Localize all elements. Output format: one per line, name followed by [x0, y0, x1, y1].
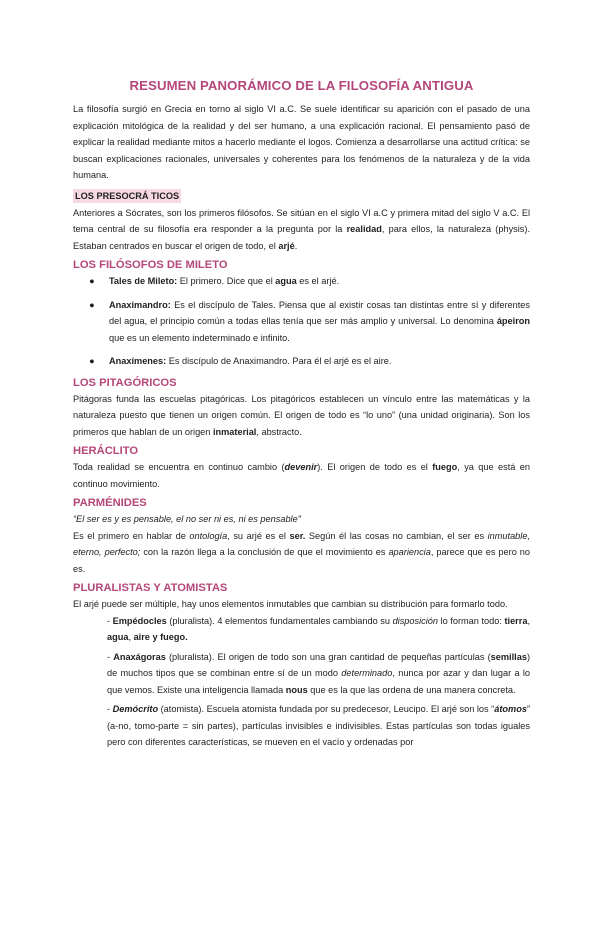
list-item-anaximenes: ● Anaxímenes: Es discípulo de Anaximandro. Para él el arjé es el aire.	[73, 353, 530, 370]
document-page	[0, 78, 600, 926]
heading-presocraticos: LOS PRESOCRÁ TICOS	[75, 190, 180, 201]
pluralistas-intro: El arjé puede ser múltiple, hay unos elementos inmutables que cambian su distribución para formarlo todo.	[73, 599, 508, 609]
presocraticos-paragraph: Anteriores a Sócrates, son los primeros filósofos. Se sitúan en el siglo VI a.C y primera mitad del siglo V a.C. El tema central de su filosofía era responder a la pregunta por la realidad, para ellos, la naturaleza (physis). Estaban centrados en buscar el origen de todo, el arjé.	[73, 207, 531, 251]
parmenides-quote: “El ser es y es pensable, el no ser ni es, ni es pensable”	[73, 514, 301, 524]
list-item-anaxagoras: - Anaxágoras (pluralista). El origen de todo son una gran cantidad de pequeñas partículas (semillas) de muchos tipos que se combinan entre sí de un modo determinado, nunca por azar y dan lugar a lo que vemos. Existe una inteligencia llamada nous que es la que las ordena de una manera concreta.	[107, 651, 530, 695]
page-title: RESUMEN PANORÁMICO DE LA FILOSOFÍA ANTIGUA	[129, 78, 474, 93]
heading-pluralistas: PLURALISTAS Y ATOMISTAS	[73, 582, 228, 594]
parmenides-paragraph: Es el primero en hablar de ontología, su arjé es el ser. Según él las cosas no cambian, el ser es inmutable, eterno, perfecto; con la razón llega a la conclusión de que el movimiento es apariencia, parece que es pero no es.	[73, 530, 531, 574]
heading-parmenides: PARMÉNIDES	[73, 497, 147, 509]
heading-heraclito: HERÁCLITO	[73, 445, 139, 457]
heading-pitagoricos: LOS PITAGÓRICOS	[73, 376, 177, 389]
list-item-tales: ● Tales de Mileto: El primero. Dice que el agua es el arjé.	[73, 273, 530, 290]
bullet-icon: ●	[89, 276, 95, 286]
list-item-empedocles: - Empédocles (pluralista). 4 elementos fundamentales cambiando su disposición lo forman todo: tierra, agua, aire y fuego.	[107, 615, 530, 642]
pitagoricos-paragraph: Pitágoras funda las escuelas pitagóricas. Los pitagóricos establecen un vínculo entre las matemáticas y la naturaleza puesto que tienen un origen común. El origen de todo es “lo uno” (una unidad originaria). Son los primeros que hablan de un origen inmaterial, abstracto.	[73, 393, 530, 437]
intro-paragraph: La filosofía surgió en Grecia en torno al siglo VI a.C. Se suele identificar su aparición con el pasado de una explicación mitológica de la realidad y del ser humano, a una explicación racional. El pensamiento pasó de explicar la realidad mediante mitos a hacerlo mediante el logos. Comienza a desarrollarse una actitud crítica: se buscan explicaciones racionales, universales y coherentes para los fenómenos de la naturaleza y de la vida humana.	[73, 104, 530, 180]
heraclito-paragraph: Toda realidad se encuentra en continuo cambio (devenir). El origen de todo es el fuego, ya que está en continuo movimiento.	[73, 462, 530, 489]
list-item-anaximandro: ● Anaximandro: Es el discípulo de Tales. Piensa que al existir cosas tan distintas entre sí y diferentes del agua, el principio común a todas ellas tenía que ser más amplio y universal. Lo denomina ápeiron que es un elemento indeterminado e infinito.	[73, 297, 530, 347]
bullet-icon: ●	[89, 356, 95, 366]
mileto-list	[73, 273, 530, 370]
bullet-icon: ●	[89, 299, 95, 310]
heading-mileto: LOS FILÓSOFOS DE MILETO	[73, 259, 228, 271]
list-item-democrito: - Demócrito (atomista). Escuela atomista fundada por su predecesor, Leucipo. El arjé son los “átomos” (a-no, tomo-parte = sin partes), partículas invisibles e indivisibles. Estas partículas son todas iguales pero con diferentes características, se mueven en el vacío y ordenadas por	[107, 704, 530, 747]
